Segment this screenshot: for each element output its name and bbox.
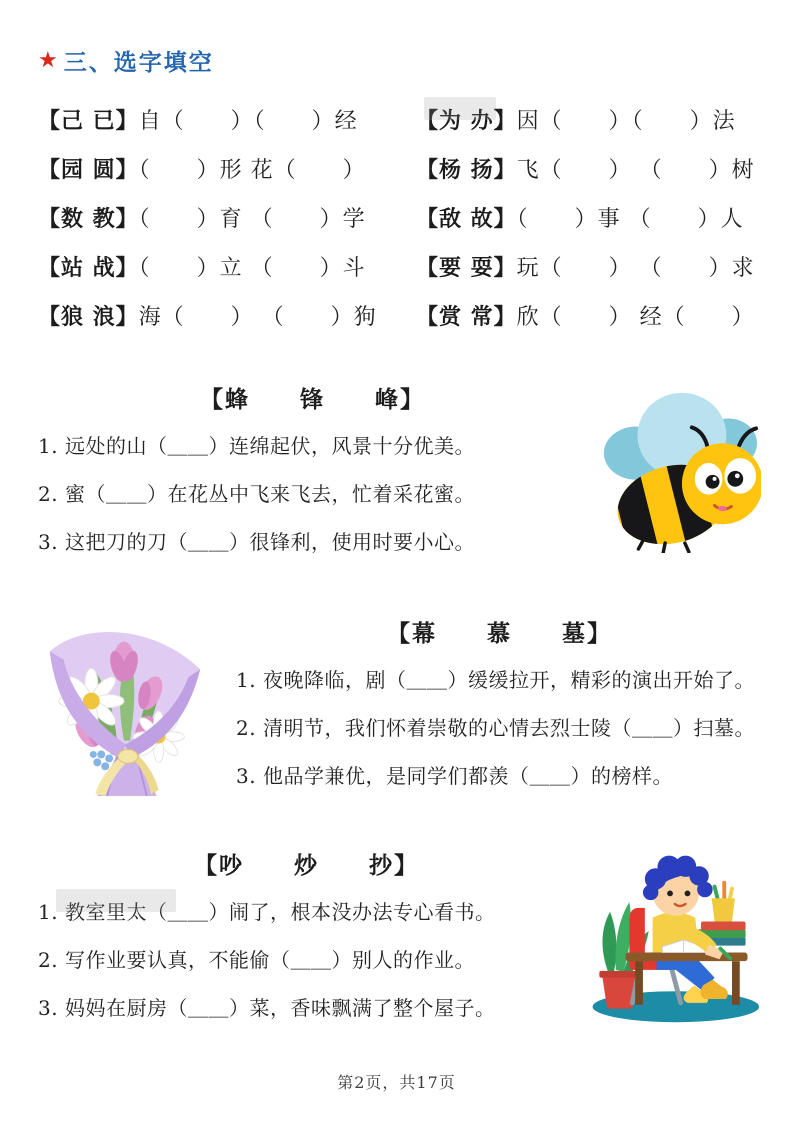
section-title-row [38, 44, 793, 77]
choose-fill-grid [38, 97, 755, 342]
sentence-item: 3. 这把刀的刀（＿＿）很锋利，使用时要小心。 [38, 530, 475, 554]
char-options: 【狼 浪】 [38, 304, 139, 330]
fill-row [416, 195, 755, 244]
char-options: 【敌 故】 [416, 206, 517, 232]
fill-row [38, 195, 416, 244]
char-options: 【为 办】 [416, 108, 517, 134]
section-header: 【蜂 锋 峰】 [200, 386, 425, 413]
fill-text: （ ）立 （ ）斗 [138, 256, 366, 281]
char-options: 【站 战】 [38, 255, 139, 281]
fill-text: 海（ ） （ ）狗 [138, 305, 377, 330]
section-text [38, 378, 587, 566]
fill-text: （ ）育 （ ）学 [138, 207, 366, 232]
fill-row [416, 244, 755, 293]
char-options: 【数 教】 [38, 206, 139, 232]
fill-row [38, 293, 416, 342]
fill-text: 飞（ ） （ ）树 [516, 158, 755, 183]
section-text [236, 612, 763, 800]
section-header: 【吵 炒 抄】 [194, 852, 419, 879]
fill-text: 自（ ）（ ）经 [138, 109, 358, 134]
fill-text: （ ）形 花（ ） [138, 158, 366, 183]
sentence-item: 2. 写作业要认真，不能偷（＿＿）别人的作业。 [38, 948, 475, 972]
boy-studying-icon [579, 844, 763, 1028]
pencil-cup [712, 883, 735, 922]
scan-smudge [56, 889, 176, 912]
fill-row [416, 293, 755, 342]
fill-text: 玩（ ） （ ）求 [516, 256, 755, 281]
fill-row [416, 146, 755, 195]
bee-illustration [593, 380, 761, 566]
fill-text: 欣（ ） 经（ ） [516, 305, 755, 330]
fill-text: 因（ ）（ ）法 [516, 109, 736, 134]
section-mu [38, 612, 763, 800]
sentence-item: 3. 他品学兼优，是同学们都羡（＿＿）的榜样。 [236, 764, 673, 788]
section-text [38, 844, 575, 1032]
scan-smudge [424, 97, 496, 120]
sentence-item: 1. 远处的山（＿＿）连绵起伏，风景十分优美。 [38, 434, 475, 458]
bee-icon [593, 380, 761, 553]
char-options: 【园 圆】 [38, 157, 139, 183]
char-options: 【要 耍】 [416, 255, 517, 281]
fill-text: （ ）事 （ ）人 [516, 207, 744, 232]
section-chao [38, 844, 763, 1032]
sentence-item: 2. 清明节，我们怀着崇敬的心情去烈士陵（＿＿）扫墓。 [236, 716, 755, 740]
star-icon: ★ [38, 48, 58, 73]
sentence-item: 1. 夜晚降临，剧（＿＿）缓缓拉开，精彩的演出开始了。 [236, 668, 755, 692]
fill-row [38, 97, 416, 146]
section-feng [38, 378, 763, 566]
sentence-item: 3. 妈妈在厨房（＿＿）菜，香味飘满了整个屋子。 [38, 996, 496, 1020]
char-options: 【己 已】 [38, 108, 139, 134]
page-title: 三、选字填空 [63, 49, 214, 76]
section-header: 【幕 慕 墓】 [387, 620, 612, 647]
sentence-item: 2. 蜜（＿＿）在花丛中飞来飞去，忙着采花蜜。 [38, 482, 475, 506]
sentence-item: 1. 教室里太（＿＿）闹了，根本没办法专心看书。 [38, 900, 496, 924]
fill-row [38, 244, 416, 293]
flower-bouquet-illustration [30, 610, 218, 800]
char-options: 【杨 扬】 [416, 157, 517, 183]
page-number: 第2页，共17页 [337, 1073, 456, 1092]
char-options: 【赏 常】 [416, 304, 517, 330]
boy-studying-illustration [579, 844, 763, 1032]
flower-bouquet-icon [30, 610, 218, 798]
fill-row [38, 146, 416, 195]
